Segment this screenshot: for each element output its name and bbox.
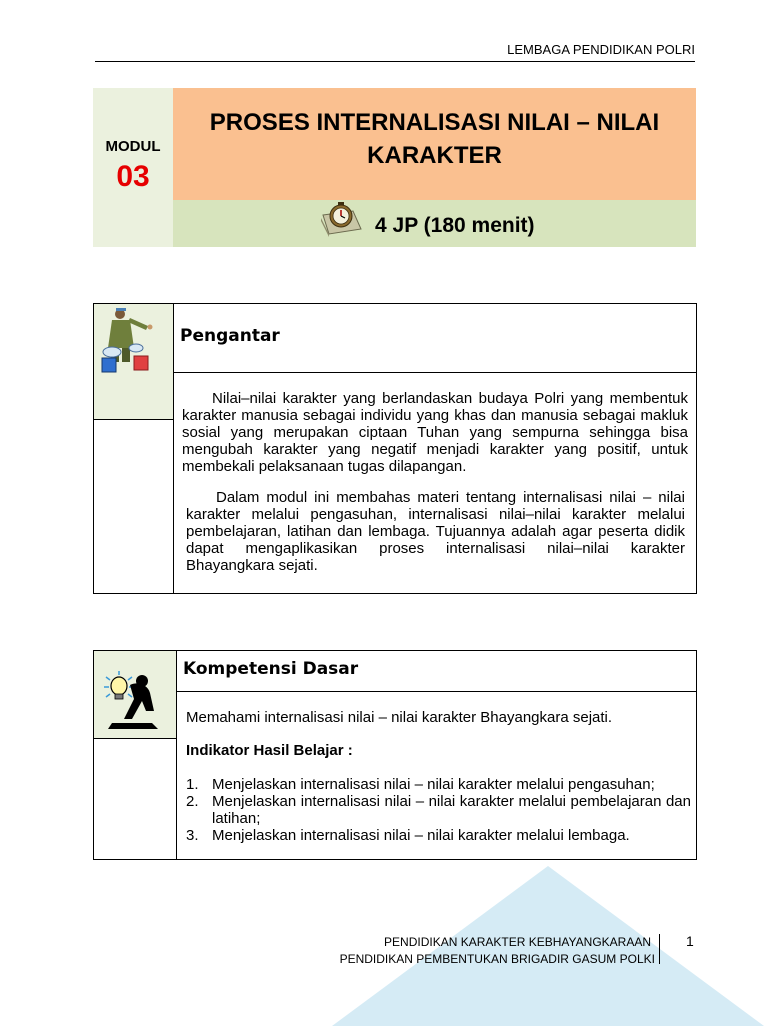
clock-icon — [319, 201, 363, 237]
module-label: MODUL — [105, 138, 161, 155]
lightbulb-figure-icon — [102, 671, 160, 733]
footer-course-title: PENDIDIKAN KARAKTER KEBHAYANGKARAAN — [384, 935, 651, 949]
module-title: PROSES INTERNALISASI NILAI – NILAI KARAKTER — [209, 109, 660, 169]
page-number: 1 — [686, 933, 694, 949]
kompetensi-icon-cell — [94, 651, 177, 739]
pengantar-column-divider — [173, 304, 174, 593]
pengantar-title-divider — [173, 372, 696, 373]
presenter-figure-icon — [100, 308, 156, 374]
list-item-text: Menjelaskan internalisasi nilai – nilai karakter melalui pengasuhan; — [212, 776, 655, 793]
pengantar-paragraph-2: Dalam modul ini membahas materi tentang internalisasi nilai – nilai karakter melalui pengasuhan, internalisasi nilai–nilai karakter melalui pembelajaran, latihan dan lembaga. Tujuannya adalah agar peserta didik dapat mengaplikasikan proses internalisasi nilai–nilai karakter Bhayangkara sejati. — [186, 489, 685, 574]
header-divider — [95, 61, 695, 62]
kompetensi-column-divider — [176, 651, 177, 859]
indicator-list — [186, 776, 691, 844]
kompetensi-title-divider — [176, 691, 696, 692]
module-number: 03 — [116, 160, 150, 193]
pengantar-title: Pengantar — [180, 326, 280, 346]
list-item — [186, 827, 691, 844]
list-item-text: Menjelaskan internalisasi nilai – nilai karakter melalui pembelajaran dan latihan; — [212, 793, 691, 827]
pengantar-icon-cell — [94, 304, 174, 420]
module-duration: 4 JP (180 menit) — [375, 214, 535, 237]
footer-program-title: PENDIDIKAN PEMBENTUKAN BRIGADIR GASUM POLKI — [339, 952, 655, 966]
kompetensi-section — [93, 650, 697, 860]
module-title-cell — [173, 88, 696, 200]
list-item-number: 1. — [186, 776, 199, 793]
kompetensi-title: Kompetensi Dasar — [183, 659, 359, 679]
kompetensi-statement: Memahami internalisasi nilai – nilai karakter Bhayangkara sejati. — [186, 709, 613, 726]
list-item-number: 3. — [186, 827, 199, 844]
pengantar-section — [93, 303, 697, 594]
list-item-number: 2. — [186, 793, 199, 810]
module-number-cell — [93, 88, 173, 247]
list-item — [186, 793, 691, 827]
footer-separator — [659, 934, 660, 964]
indicator-heading: Indikator Hasil Belajar : — [186, 742, 353, 759]
header-institution: LEMBAGA PENDIDIKAN POLRI — [507, 42, 695, 57]
list-item-text: Menjelaskan internalisasi nilai – nilai karakter melalui lembaga. — [212, 827, 630, 844]
module-duration-cell — [173, 200, 696, 247]
pengantar-paragraph-1: Nilai–nilai karakter yang berlandaskan budaya Polri yang membentuk karakter manusia sebagai individu yang khas dan manusia sebagai makluk sosial yang merupakan ciptaan Tuhan yang sempurna sehingga bisa mengubah karakter yang negatif menjadi karakter yang positif, untuk membekali pelaksanaan tugas dilapangan. — [182, 390, 688, 475]
list-item — [186, 776, 691, 793]
